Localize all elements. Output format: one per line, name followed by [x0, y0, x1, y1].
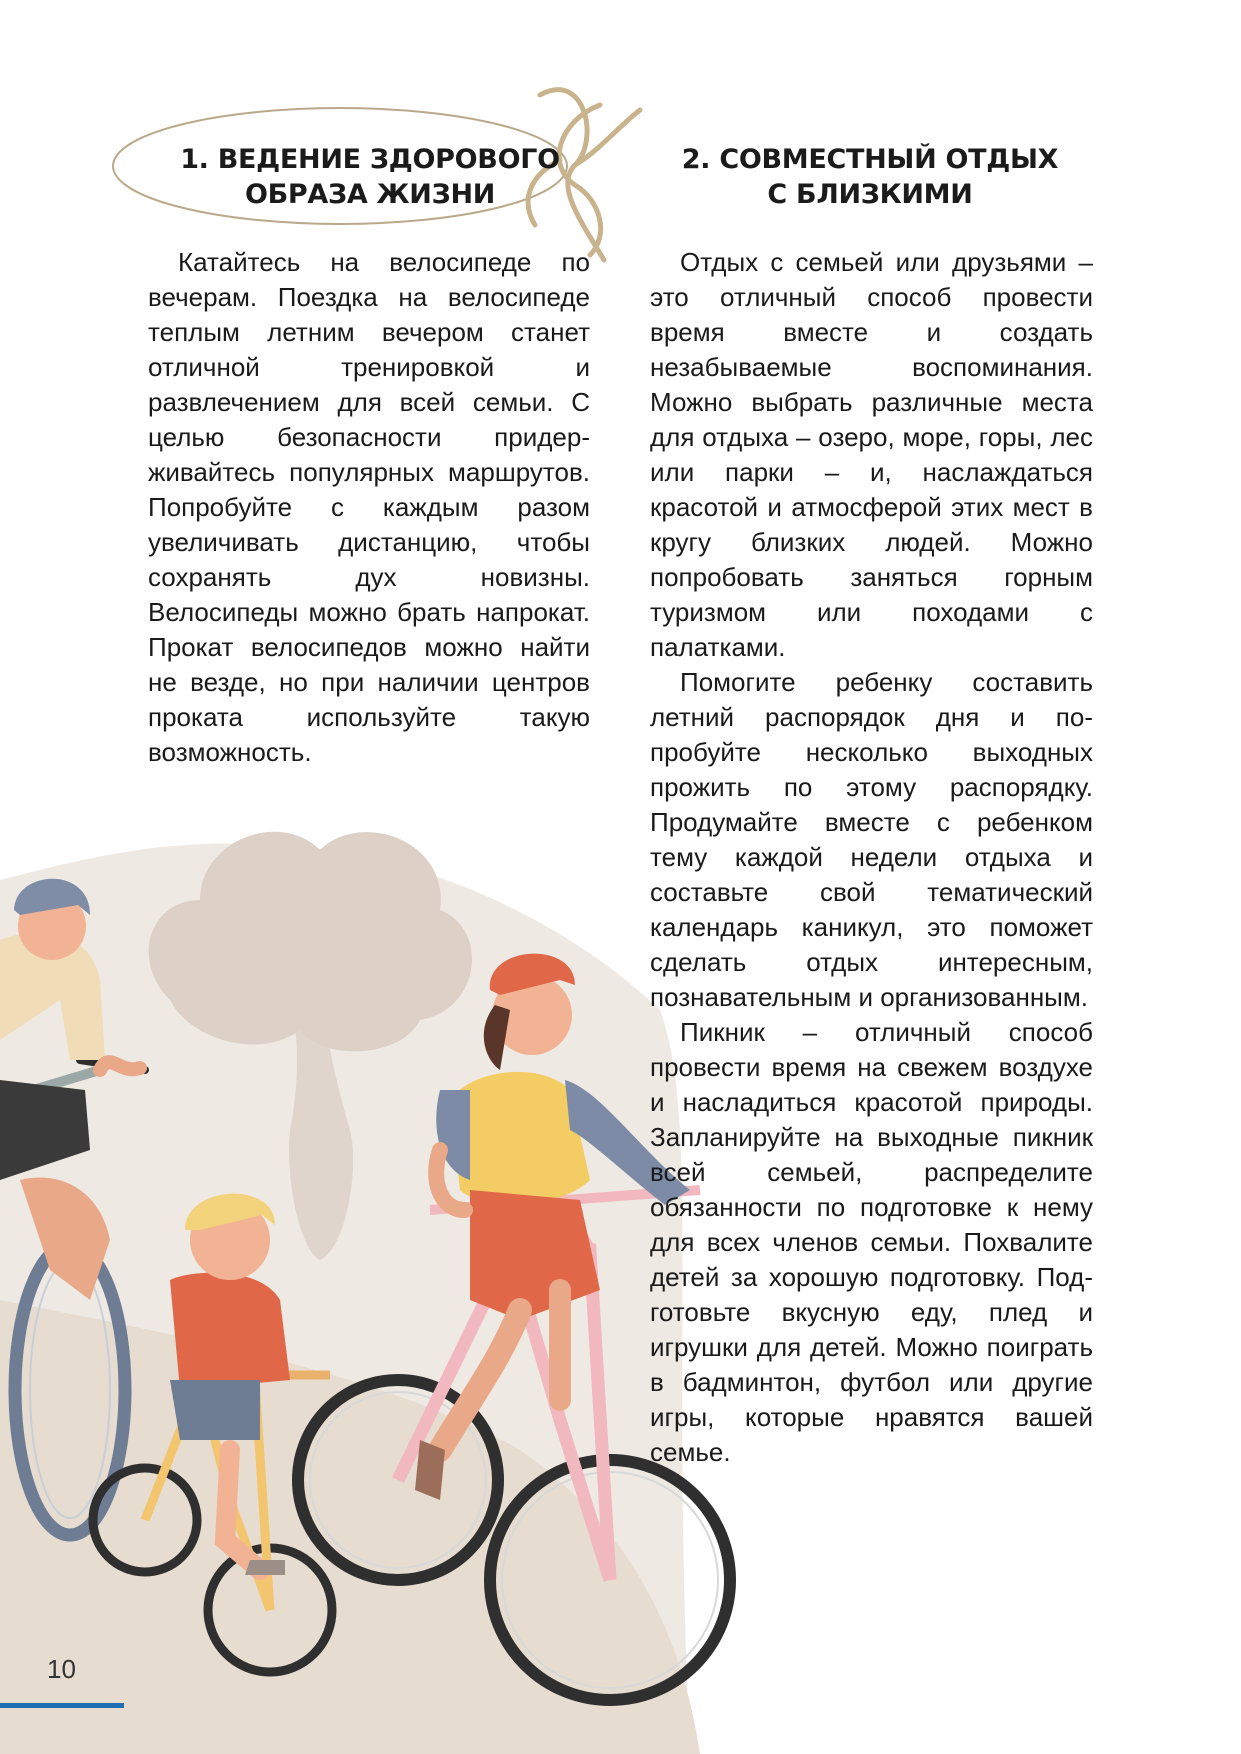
section-2-body	[650, 245, 1093, 1470]
section-1-body	[148, 245, 590, 770]
section-2-heading-line: С БЛИЗКИМИ	[767, 179, 973, 210]
section-2-heading-line: 2. СОВМЕСТНЫЙ ОТДЫХ	[681, 144, 1059, 175]
body-paragraph: Помогите ребенку составить летний распорядок дня и попробуйте несколько выходных прожить по этому распорядку. Продумайте вместе с ребенком тему каждой недели отдыха и составьте свой тематический календарь каникул, это поможет сделать отдых интересным, познавательным и организованным.	[650, 667, 1093, 1012]
body-paragraph: Отдых с семьей или друзьями – это отличный способ провести время вместе и создать незабываемые воспоминания. Можно выбрать различные места для отдыха – озеро, море, горы, лес или парки – и, наслаждаться красотой и атмосферой этих мест в кругу близких людей. Можно попробовать заняться горным туризмом или походами с палатками.	[650, 247, 1093, 662]
page-number: 10	[47, 1654, 76, 1684]
body-paragraph: Катайтесь на велосипеде по вечерам. Поездка на велосипеде теплым летним вечером станет отличной тренировкой и развлечением для всей семьи. С целью безопасности придерживайтесь популярных маршрутов. Попробуйте с каждым разом увеличивать дистанцию, чтобы сохранять дух новизны. Велосипеды можно брать напрокат. Прокат велосипедов можно найти не везде, но при наличии центров проката используйте такую возможность.	[148, 247, 590, 767]
section-2-heading	[650, 142, 1090, 212]
body-paragraph: Пикник – отличный способ провести время на свежем воздухе и насладиться красотой природы. Запланируйте на выходные пикник всей семьей, распределите обязанности по подготовке к нему для всех членов семьи. Похвалите детей за хорошую подготовку. Подготовьте вкусную еду, плед и игрушки для детей. Можно поиграть в бадминтон, футбол или другие игры, которые нравятся вашей семье.	[650, 1017, 1093, 1467]
section-1-heading-line: 1. ВЕДЕНИЕ ЗДОРОВОГО	[180, 144, 560, 175]
page-number-underline	[0, 1703, 124, 1708]
section-1-heading	[150, 142, 590, 212]
section-1-heading-line: ОБРАЗА ЖИЗНИ	[244, 179, 496, 210]
